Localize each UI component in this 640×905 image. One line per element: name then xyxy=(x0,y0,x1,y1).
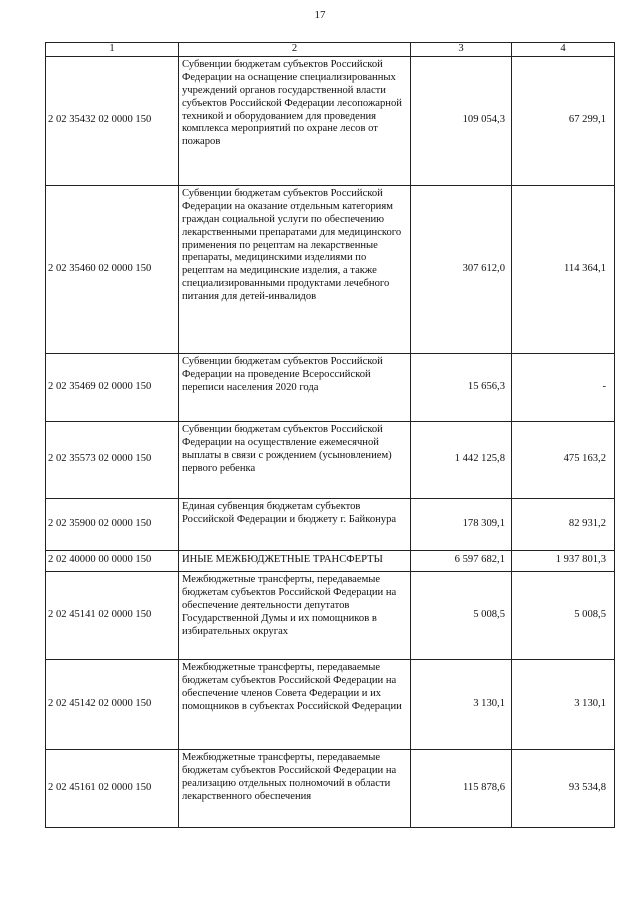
budget-code-cell: 2 02 45141 02 0000 150 xyxy=(46,571,179,659)
amount-col3-cell: 3 130,1 xyxy=(411,659,512,749)
amount-col3-cell: 115 878,6 xyxy=(411,749,512,827)
table-header-row xyxy=(46,43,615,57)
amount-col4-cell: 67 299,1 xyxy=(512,56,615,185)
budget-code-cell: 2 02 45161 02 0000 150 xyxy=(46,749,179,827)
table-row xyxy=(46,749,615,827)
amount-col4-cell: - xyxy=(512,353,615,421)
amount-col4-cell: 114 364,1 xyxy=(512,185,615,353)
amount-col3-cell: 109 054,3 xyxy=(411,56,512,185)
table-row xyxy=(46,421,615,498)
description-cell: Субвенции бюджетам субъектов Российской Федерации на оказание отдельным категориям граждан социальной услуги по обеспечению лекарственными препаратами для медицинского применения по рецептам на лекарственные препараты, медицинскими изделиями по рецептам на медицинские изделия, а также специализированными продуктами лечебного питания для детей-инвалидов xyxy=(179,185,411,353)
description-cell: Межбюджетные трансферты, передаваемые бюджетам субъектов Российской Федерации на обеспечение членов Совета Федерации и их помощников в субъектах Российской Федерации xyxy=(179,659,411,749)
amount-col4-cell: 5 008,5 xyxy=(512,571,615,659)
column-header-4: 4 xyxy=(512,43,615,57)
amount-col4-cell: 93 534,8 xyxy=(512,749,615,827)
description-cell: Единая субвенция бюджетам субъектов Российской Федерации и бюджету г. Байконура xyxy=(179,498,411,550)
table-row xyxy=(46,571,615,659)
description-cell: ИНЫЕ МЕЖБЮДЖЕТНЫЕ ТРАНСФЕРТЫ xyxy=(179,550,411,571)
table-row xyxy=(46,498,615,550)
amount-col4-cell: 1 937 801,3 xyxy=(512,550,615,571)
description-cell: Межбюджетные трансферты, передаваемые бюджетам субъектов Российской Федерации на реализацию отдельных полномочий в области лекарственного обеспечения xyxy=(179,749,411,827)
table-row xyxy=(46,56,615,185)
budget-code-cell: 2 02 45142 02 0000 150 xyxy=(46,659,179,749)
budget-code-cell: 2 02 35432 02 0000 150 xyxy=(46,56,179,185)
description-cell: Субвенции бюджетам субъектов Российской Федерации на оснащение специализированных учреждений органов государственной власти субъектов Российской Федерации лесопожарной техникой и оборудованием для проведения комплекса мероприятий по охране лесов от пожаров xyxy=(179,56,411,185)
description-cell: Межбюджетные трансферты, передаваемые бюджетам субъектов Российской Федерации на обеспечение деятельности депутатов Государственной Думы и их помощников в избирательных округах xyxy=(179,571,411,659)
budget-code-cell: 2 02 40000 00 0000 150 xyxy=(46,550,179,571)
description-cell: Субвенции бюджетам субъектов Российской Федерации на проведение Всероссийской переписи населения 2020 года xyxy=(179,353,411,421)
budget-code-cell: 2 02 35900 02 0000 150 xyxy=(46,498,179,550)
column-header-1: 1 xyxy=(46,43,179,57)
budget-code-cell: 2 02 35460 02 0000 150 xyxy=(46,185,179,353)
budget-code-cell: 2 02 35573 02 0000 150 xyxy=(46,421,179,498)
amount-col3-cell: 1 442 125,8 xyxy=(411,421,512,498)
amount-col3-cell: 5 008,5 xyxy=(411,571,512,659)
column-header-3: 3 xyxy=(411,43,512,57)
amount-col3-cell: 178 309,1 xyxy=(411,498,512,550)
budget-table xyxy=(45,42,615,828)
amount-col3-cell: 6 597 682,1 xyxy=(411,550,512,571)
column-header-2: 2 xyxy=(179,43,411,57)
table-row xyxy=(46,185,615,353)
description-cell: Субвенции бюджетам субъектов Российской Федерации на осуществление ежемесячной выплаты в связи с рождением (усыновлением) первого ребенка xyxy=(179,421,411,498)
amount-col4-cell: 3 130,1 xyxy=(512,659,615,749)
amount-col3-cell: 307 612,0 xyxy=(411,185,512,353)
amount-col4-cell: 82 931,2 xyxy=(512,498,615,550)
budget-code-cell: 2 02 35469 02 0000 150 xyxy=(46,353,179,421)
table-row xyxy=(46,659,615,749)
table-row xyxy=(46,550,615,571)
amount-col3-cell: 15 656,3 xyxy=(411,353,512,421)
page-number: 17 xyxy=(314,9,326,21)
table-row xyxy=(46,353,615,421)
amount-col4-cell: 475 163,2 xyxy=(512,421,615,498)
